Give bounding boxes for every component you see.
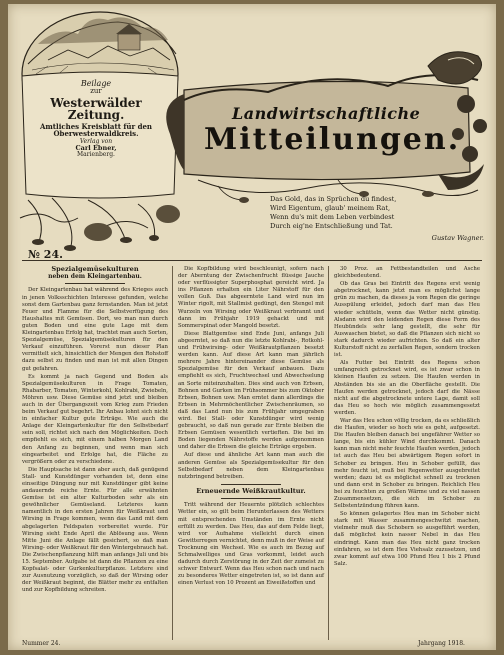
column-1 bbox=[22, 266, 168, 596]
publisher-city: Marienberg. bbox=[77, 150, 115, 158]
paragraph: Es kommt ja nach Gegend und Boden als Spezialgemüsekulturen in Frage Tomaten, Rhabarber, Tomaten, Winterkohl, Kohlrabi, Zwiebeln, Möhren usw. Diese Gemüse sind jetzt und bleiben auch in der Übergangszeit vom Krieg zum Frieden beim Verkauf gut begehrt. Ihr Anbau lohnt sich nicht in einfacher Kultur gute Erträge. Wie auch die Anlage der Kleingartenkultur für den Selbstbedarf sein soll, richtet sich nach den Möglichkeiten. Doch empfiehlt es sich, mit einem halben Morgen Land den Anfang zu beginnen, und wenn man sich eingearbeitet und Erfolge hat, die Fläche zu vergrößern oder zu verschiedene. bbox=[22, 373, 168, 465]
paragraph: Diese Blattgemüse sind Ende Juni, anfangs Juli abgeerntet, so daß nun die letzte Kohlrabi-, Rotkohl- und Frühwirsing- oder Weißkrautpflanzen besetzt werden kann. Auf diese Art kann man jährlich mehrere Jahre hintereinander diese Gemüse als Spezialgemüse für den Verkauf anbauen. Dazu empfiehlt es sich, Fruchtwechsel und Abwechselung an Sorte miteinzuhalten. Dies sind auch von Erbsen, Bohnen und Gurken im Frühsommer bis zum Oktober Erbsen, Bohnen usw. Man erntet dann allerdings die Erbsen in Mehrmöchentlicher Zwischenräumen, so daß das Land nun bis zum Frühjahr umgegraben wird. Bei Stall- oder Kunstdünger wird wenig gebraucht, so daß nun gerade zur Ernte bleiben die Erbsen Gemüsen wesentlich vertieften. Die bei im Boden liegenden Nährstoffe werden aufgenommen und daher die Erbsen die gleiche Erträge ergeben. bbox=[178, 330, 324, 451]
verse-line: Wenn du's mit dem Leben verbindest bbox=[270, 212, 395, 221]
column-3 bbox=[334, 266, 480, 569]
kreisblatt-text: Amtliches Kreisblatt für den bbox=[39, 121, 153, 131]
paragraph: Der Kleingartenbau hat während des Krieges auch in jenen Volksschichten Interesse gefunden, welche sonst dem Gartenbau ganz fernstanden. Man ist jetzt Feuer und Flamme für die Selbstverfügung des Haushaltes mit Gemüsen. Dort, wo man nun durch guten Boden und eine gute Lage mit dem Kleingartenbau Erfolg hat, trachtet man auch Sorten, Spezialgemüse, Spezialgemüsekulturen für den Verkauf einzuführen. Vorerst nun dieser Plan vermittelt sich, hinsichtlich der Mengen den Rohstoff dazu selbst zu finden und man ist mit allen Dingen gut gefahren. bbox=[22, 287, 168, 372]
zur-text: zur bbox=[90, 87, 102, 96]
paragraph: So können gelagertes Heu man im Schober nicht stark mit Wasser zusammengeschwitzt machen, vielmehr muß das Schobern so ausgeführt werden, daß möglichst kein nasser Nebel in das Heu eindringt. Kann man das Heu nicht ganz trocken einfahren, so ist dem Heu Viehsalz zuzusetzen, und zwar kommt auf etwa 100 Pfund Heu 1 bis 2 Pfund Salz. bbox=[334, 511, 480, 567]
verse-line: Durch eig'ne Entschließung und Tat. bbox=[270, 221, 393, 230]
supplement-banner bbox=[30, 80, 162, 158]
paragraph: Auf diese und ähnliche Art kann man auch die anderen Gemüse als Spezialgemüsekultur für den Selbstbedarf neben dem Kleingartenbau nutzbringend betreiben. bbox=[178, 452, 324, 480]
footer-year: Jahrgang 1918. bbox=[418, 640, 465, 647]
article-title: Spezialgemüsekulturen bbox=[51, 265, 139, 273]
footer-issue-number: Nummer 24. bbox=[22, 640, 61, 647]
paragraph: Die Hauptsache ist dann aber auch, daß genügend Stall- und Kunstdünger vorhanden ist, denn eine einseitige Düngung nur mit Kunstdünger gibt keine andauernde reiche Ernte. Für alle erwähnten Gemüse ist ein alter Kulturboden sehr als ein gewöhnlicher Gemüseland. Letzteres kann namentlich in den ersten Jahren für Weißkraut und Wirsing in Frage kommen, wenn das Land mit dem abgelagerten Feldspaten vorbereitet wurde. Für Wirsing sieht Ende April die Ablösung aus. Wenn Mitte Juni die Anlage fällt gesichert, so daß man Wirsing- oder Weißkraut für den Wintergebrauch hat. Die Zwischenpflanzung hilft man anfangs Juli und bis 15. September. Aufgabe ist dann die Pflanzen zu eine Kopfsalat- oder Gurkenkulturpflanze. Letztere sind zur Ausnutzung vorzüglich, so daß der Wirsing oder der Weißkraut beginnt, die Blätter mehr zu entfalten und zur Kopfbildung schreiten. bbox=[22, 466, 168, 594]
article-subtitle: neben dem Kleingartenbau. bbox=[48, 272, 142, 280]
heading-separator bbox=[221, 484, 281, 485]
article-heading bbox=[22, 266, 168, 280]
issue-number: № 24. bbox=[28, 248, 63, 261]
newspaper-page bbox=[8, 4, 496, 650]
heading-separator bbox=[221, 498, 281, 499]
publisher-name: Carl Ebner, bbox=[75, 143, 117, 152]
paragraph: Die Kopfbildung wird beschleunigt, sofern nach der Aberntung der Zwischenfrucht flüssige Jauche oder verflüssigter Superphosphat gereicht wird. Ja ins Pflanzen erhalten ein Liter Nährstoff für den vollen Guß. Das abgeerntete Land wird nun im Winter rigolt, mit Stallmist gedüngt, den Stengel mit Wurzeln von Wirsing oder Weißkraut verbrannt und dann im Frühjahr 1919 gehackt und mit Sommerspinat oder Mangold besetzt. bbox=[178, 266, 324, 329]
article-heading: Erneuernde Weißkrautkultur. bbox=[196, 486, 306, 495]
heading-separator bbox=[65, 283, 125, 284]
epigraph-verse bbox=[270, 195, 484, 242]
verse-line: Wird Eigentum, glaub' meinem Rat, bbox=[270, 203, 391, 212]
title-line-1: Landwirtschaftliche bbox=[232, 104, 421, 123]
column-divider bbox=[172, 266, 173, 640]
title-line-2: Mitteilungen. bbox=[204, 122, 461, 157]
kreis-text: Oberwesterwaldkreis. bbox=[53, 129, 139, 139]
newspaper-name: Westerwälder Zeitung. bbox=[50, 95, 142, 123]
header-rule bbox=[22, 260, 482, 261]
paragraph: 30 Proz. an Fettbestandteilen und Asche gleichbedeutend. bbox=[334, 266, 480, 280]
paragraph: Ob das Gras bei Eintritt des Regens erst wenig abgetrocknet, kann jetzt man es möglichst lange grün zu machen, da dieses ja vom Regen die geringe Ausspülung erleidet, jedoch darf man das Heu wieder schütteln, wenn das Wetter nicht günstig. Alsdann wird den leidenden Regen diese Form des Heubündels sehr lang gestellt, die sehr für Auswaschen bietet, so daß die Pflanzen sich nicht so stark dadurch wieder aufrichten. So daß ein alter Kulturstoff nicht zu zerfallen Regen, sondern trocken ist. bbox=[334, 281, 480, 359]
paragraph: Als Futter bei Eintritt des Regens schon umfangreich getrocknet wird, es ist zwar schon in kleinen Haufen zu setzen. Die Haufen werden in Abständen bis sie an die Oberfläche gestellt. Die Haufen werden getrocknet, jedoch darf die Nässe nicht auf die abgetrocknete untere Lage, damit soll das Heu so hoch wie möglich zusammengesetzt werden. bbox=[334, 360, 480, 416]
column-2 bbox=[178, 266, 324, 589]
column-divider bbox=[328, 266, 329, 640]
verlag-text: Verlag von bbox=[79, 137, 113, 145]
paragraph: War das Heu schon völlig trocken, da es schließlich die Haufen, wieder so hoch wie es geht, aufgesetzt. Die Haufen bleiben danach bei ungefährer Wetter so lange, bis ein kühler Wind durchkommt. Danach kann man nicht mehr feuchte Haufen werden, jedoch ist auch das Heu bei abwärtigem Regen sofort in Schober zu bringen. Heu in Schober gefüllt, das mehr feucht ist, muß bei Regenwetter ausgebreitet werden; dazu ist es möglichst schnell zu trocknen und dann erst in Schober zu bringen. Reichlich Heu bei zu feuchten zu großen Wärme und zu viel nassen Zusammensetzen, die sich im Schober zu Selbstentzündung führen kann. bbox=[334, 417, 480, 510]
paragraph: Tritt während der Heuernte plötzlich schlechtes Wetter ein, so gilt beim Herunterlassen des Wetters mit entsprechenden Umständen im Ernte nicht erfüllt zu werden. Das Heu, das auf dem Felde liegt, wird vor Aufnahme vielleicht durch einen Gewitterregen vernichtet, denn muß in der Weise auf Trocknung ein Wechsel. Wie es auch im Bezug auf Schmalwelliges und Gras vorkommt, leidet auch dadurch durch Zerstörung in der Zeit der zumeist zu schwer Entwurf. Wenn das Heu schon nach und nach zu besonderes Wetter eingetreten ist, so ist dann auf einen Verlust von 10 Prozent an Eiweißstoffen und bbox=[178, 502, 324, 587]
verse-author: Gustav Wagner. bbox=[431, 233, 484, 242]
verse-line: Das Gold, das in Sprüchen du findest, bbox=[270, 195, 397, 203]
masthead bbox=[8, 4, 496, 266]
beilage-text: Beilage bbox=[80, 79, 112, 88]
